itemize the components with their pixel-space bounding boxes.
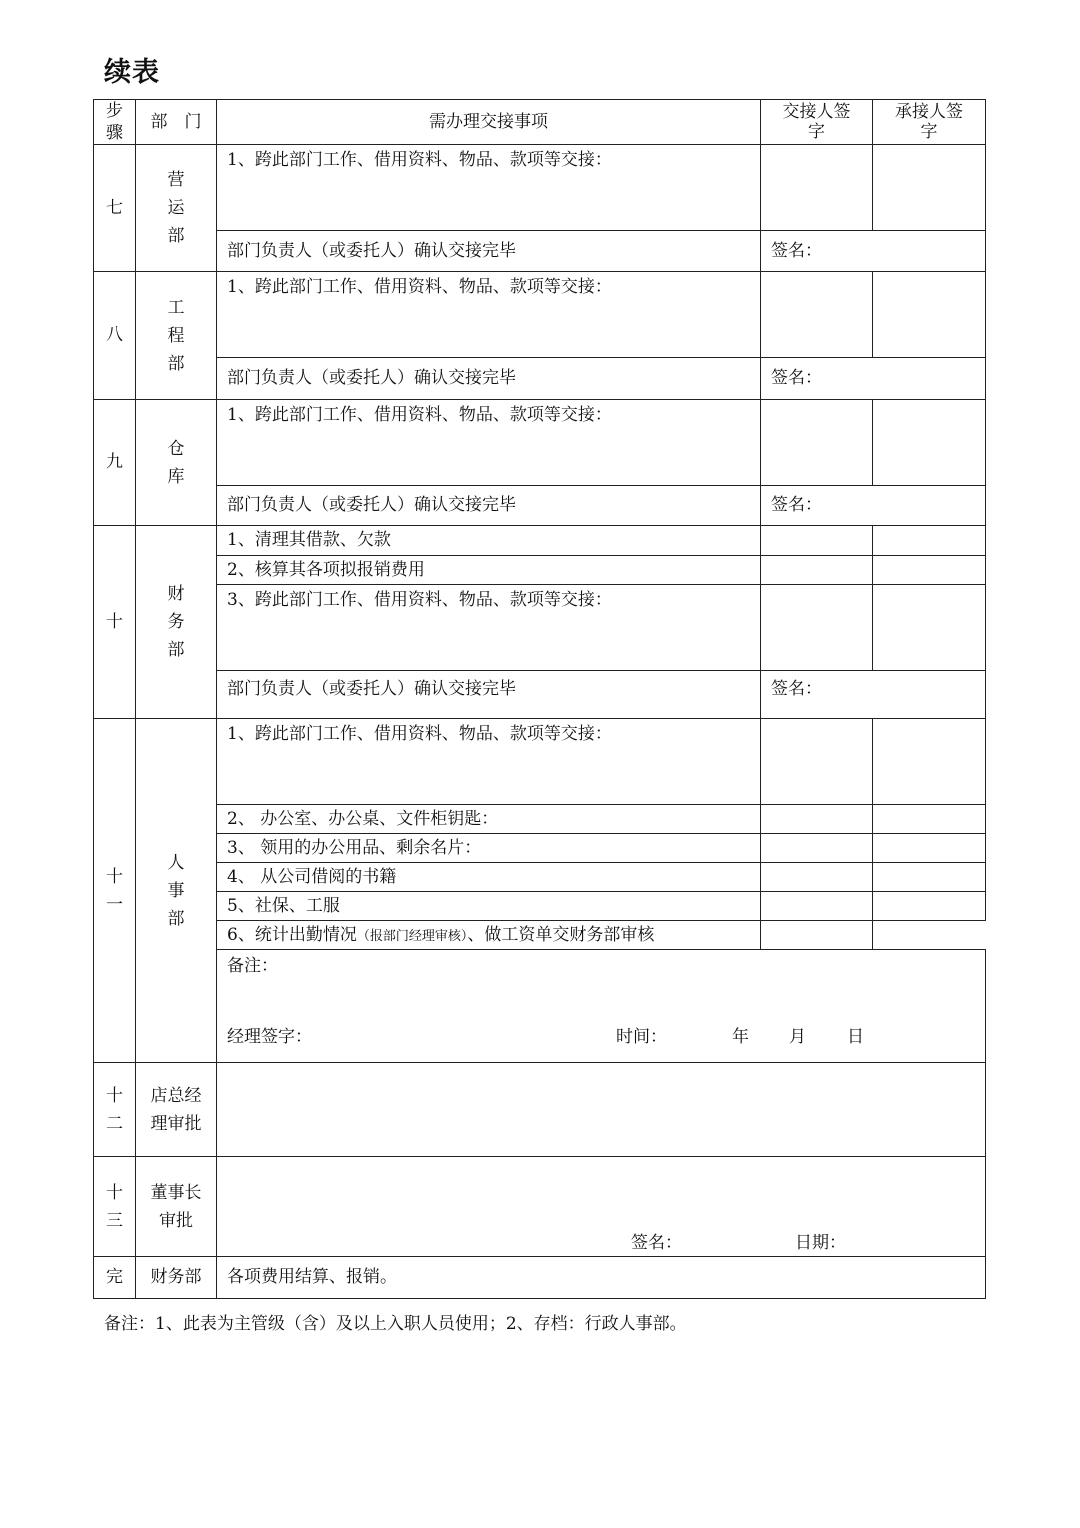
step-cell: 九 — [94, 400, 136, 526]
dept-cell: 店总经理审批 — [136, 1063, 217, 1157]
receiver-sign-cell[interactable] — [873, 719, 986, 805]
dept-cell: 财务部 — [136, 526, 217, 719]
month-label: 月 — [789, 1027, 806, 1047]
handover-item: 3、跨此部门工作、借用资料、物品、款项等交接： — [217, 585, 761, 671]
section-11-row — [94, 921, 986, 950]
header-receiver-sign: 承接人签字 — [873, 100, 986, 145]
header-giver-sign: 交接人签字 — [761, 100, 873, 145]
step-cell: 完 — [94, 1257, 136, 1299]
handover-item: 2、 办公室、办公桌、文件柜钥匙： — [217, 805, 761, 834]
giver-sign-cell[interactable] — [761, 526, 873, 556]
handover-item: 2、核算其各项拟报销费用 — [217, 556, 761, 585]
step-cell: 十一 — [94, 719, 136, 1063]
confirm-text: 部门负责人（或委托人）确认交接完毕 — [217, 486, 761, 526]
handover-table — [93, 99, 986, 1299]
section-10-row — [94, 526, 986, 556]
day-label: 日 — [847, 1027, 864, 1047]
signature-field[interactable]: 签名： — [761, 231, 986, 272]
receiver-sign-cell[interactable] — [873, 585, 986, 671]
year-label: 年 — [732, 1027, 749, 1047]
dept-cell: 董事长审批 — [136, 1157, 217, 1257]
giver-sign-cell[interactable] — [761, 272, 873, 358]
handover-item: 3、 领用的办公用品、剩余名片： — [217, 834, 761, 863]
date-label: 日期： — [795, 1233, 846, 1253]
final-row — [94, 1257, 986, 1299]
step-cell: 八 — [94, 272, 136, 400]
step-cell: 七 — [94, 145, 136, 272]
remark-area[interactable] — [217, 950, 986, 1063]
header-items: 需办理交接事项 — [217, 100, 761, 145]
section-11-row — [94, 805, 986, 834]
receiver-sign-cell[interactable] — [873, 556, 986, 585]
dept-cell: 仓库 — [136, 400, 217, 526]
receiver-sign-cell[interactable] — [873, 863, 986, 892]
approval-field[interactable] — [217, 1063, 986, 1157]
dept-cell: 工程部 — [136, 272, 217, 400]
final-item: 各项费用结算、报销。 — [217, 1257, 986, 1299]
section-11-row — [94, 719, 986, 805]
remark-label: 备注： — [227, 956, 278, 976]
header-dept: 部 门 — [136, 100, 217, 145]
handover-item: 1、清理其借款、欠款 — [217, 526, 761, 556]
handover-item: 1、跨此部门工作、借用资料、物品、款项等交接： — [217, 400, 761, 486]
section-11-row — [94, 892, 986, 921]
giver-sign-cell[interactable] — [761, 892, 873, 921]
receiver-sign-cell[interactable] — [873, 272, 986, 358]
receiver-sign-cell[interactable] — [873, 400, 986, 486]
section-8-row — [94, 272, 986, 358]
signature-field[interactable]: 签名： — [761, 671, 986, 719]
dept-cell: 营运部 — [136, 145, 217, 272]
giver-sign-cell[interactable] — [761, 834, 873, 863]
section-10-confirm-row — [94, 671, 986, 719]
receiver-sign-cell[interactable] — [873, 805, 986, 834]
step-cell: 十二 — [94, 1063, 136, 1157]
receiver-sign-cell[interactable] — [873, 145, 986, 231]
handover-item — [217, 921, 761, 950]
confirm-text: 部门负责人（或委托人）确认交接完毕 — [217, 231, 761, 272]
giver-sign-cell[interactable] — [761, 145, 873, 231]
step-cell: 十 — [94, 526, 136, 719]
dept-cell: 人事部 — [136, 719, 217, 1063]
header-step: 步骤 — [94, 100, 136, 145]
handover-item: 1、跨此部门工作、借用资料、物品、款项等交接： — [217, 145, 761, 231]
receiver-sign-cell[interactable] — [873, 526, 986, 556]
footer-note: 备注：1、此表为主管级（含）及以上入职人员使用；2、存档：行政人事部。 — [104, 1314, 687, 1334]
giver-sign-cell[interactable] — [761, 400, 873, 486]
signature-label: 签名： — [631, 1233, 682, 1253]
time-label: 时间： — [616, 1027, 667, 1047]
section-9-confirm-row — [94, 486, 986, 526]
handover-item: 1、跨此部门工作、借用资料、物品、款项等交接： — [217, 272, 761, 358]
giver-sign-cell[interactable] — [761, 921, 873, 950]
header-row — [94, 100, 986, 145]
confirm-text: 部门负责人（或委托人）确认交接完毕 — [217, 671, 761, 719]
manager-sign-label: 经理签字： — [227, 1027, 312, 1047]
receiver-sign-cell[interactable] — [873, 892, 986, 921]
signature-field[interactable]: 签名： — [761, 486, 986, 526]
giver-sign-cell[interactable] — [761, 556, 873, 585]
confirm-text: 部门负责人（或委托人）确认交接完毕 — [217, 358, 761, 400]
section-11-row — [94, 834, 986, 863]
giver-sign-cell[interactable] — [761, 863, 873, 892]
section-12-row — [94, 1063, 986, 1157]
handover-item: 4、 从公司借阅的书籍 — [217, 863, 761, 892]
handover-item: 1、跨此部门工作、借用资料、物品、款项等交接： — [217, 719, 761, 805]
giver-sign-cell[interactable] — [761, 805, 873, 834]
section-7-confirm-row — [94, 231, 986, 272]
item-text: 、做工资单交财务部审核 — [467, 924, 655, 945]
signature-field[interactable]: 签名： — [761, 358, 986, 400]
section-10-row — [94, 585, 986, 671]
receiver-sign-cell[interactable] — [873, 834, 986, 863]
handover-item: 5、社保、工服 — [217, 892, 761, 921]
section-13-row — [94, 1157, 986, 1257]
giver-sign-cell[interactable] — [761, 719, 873, 805]
item-text: 6、统计出勤情况 — [227, 924, 357, 945]
section-11-remark-row — [94, 950, 986, 1063]
step-cell: 十三 — [94, 1157, 136, 1257]
section-9-row — [94, 400, 986, 486]
dept-cell: 财务部 — [136, 1257, 217, 1299]
approval-field[interactable] — [217, 1157, 986, 1257]
item-note: （报部门经理审核） — [356, 928, 468, 944]
section-11-row — [94, 863, 986, 892]
giver-sign-cell[interactable] — [761, 585, 873, 671]
section-7-row — [94, 145, 986, 231]
section-10-row — [94, 556, 986, 585]
section-8-confirm-row — [94, 358, 986, 400]
page-title: 续表 — [104, 57, 160, 88]
